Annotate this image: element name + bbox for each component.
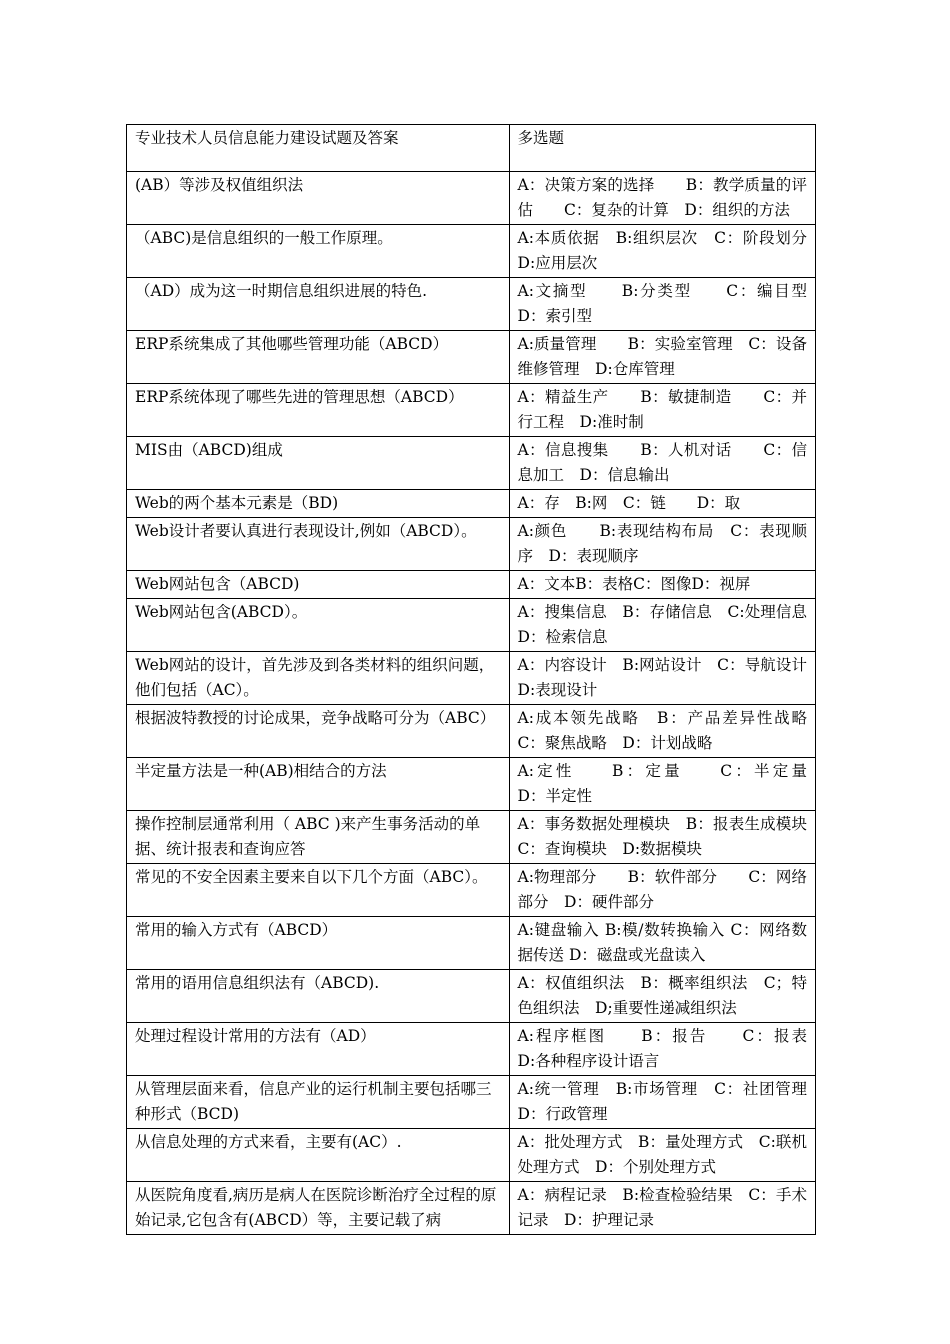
- question-cell: Web的两个基本元素是（BD): [127, 490, 510, 518]
- table-row: [127, 172, 816, 225]
- answer-options-cell: A：存 B:网 C：链 D：取: [509, 490, 815, 518]
- answer-options-cell: A:成本领先战略 B：产品差异性战略 C：聚焦战略 D：计划战略: [509, 705, 815, 758]
- question-cell: 从医院角度看,病历是病人在医院诊断治疗全过程的原始记录,它包含有(ABCD）等，主要记载了病: [127, 1182, 510, 1235]
- table-row: [127, 437, 816, 490]
- question-cell: Web网站包含(ABCD）。: [127, 599, 510, 652]
- question-cell: MIS由（ABCD)组成: [127, 437, 510, 490]
- table-row: [127, 571, 816, 599]
- answer-options-cell: A：决策方案的选择 B：教学质量的评估 C：复杂的计算 D：组织的方法: [509, 172, 815, 225]
- question-cell: 根据波特教授的讨论成果，竞争战略可分为（ABC）: [127, 705, 510, 758]
- question-cell: Web网站包含（ABCD): [127, 571, 510, 599]
- answer-options-cell: A:物理部分 B：软件部分 C：网络部分 D：硬件部分: [509, 864, 815, 917]
- answer-options-cell: A:统一管理 B:市场管理 C：社团管理 D：行政管理: [509, 1076, 815, 1129]
- question-cell: Web设计者要认真进行表现设计,例如（ABCD）。: [127, 518, 510, 571]
- answer-options-cell: A：文本B：表格C：图像D：视屏: [509, 571, 815, 599]
- question-cell: 常见的不安全因素主要来自以下几个方面（ABC）。: [127, 864, 510, 917]
- answer-options-cell: A：精益生产 B：敏捷制造 C：并行工程 D:准时制: [509, 384, 815, 437]
- answer-options-cell: A:程序框图 B：报告 C：报表 D:各种程序设计语言: [509, 1023, 815, 1076]
- table-row: [127, 599, 816, 652]
- question-cell: ERP系统集成了其他哪些管理功能（ABCD）: [127, 331, 510, 384]
- table-row: [127, 864, 816, 917]
- question-cell: 操作控制层通常利用（ ABC )来产生事务活动的单据、统计报表和查询应答: [127, 811, 510, 864]
- question-cell: 常用的输入方式有（ABCD）: [127, 917, 510, 970]
- answer-options-cell: A：事务数据处理模块 B：报表生成模块 C：查询模块 D:数据模块: [509, 811, 815, 864]
- section-heading: 多选题: [509, 125, 815, 172]
- answer-options-cell: A：权值组织法 B：概率组织法 C；特色组织法 D;重要性递减组织法: [509, 970, 815, 1023]
- question-cell: ERP系统体现了哪些先进的管理思想（ABCD）: [127, 384, 510, 437]
- answer-options-cell: A：搜集信息 B：存储信息 C:处理信息 D：检索信息: [509, 599, 815, 652]
- question-cell: 从信息处理的方式来看，主要有(AC）.: [127, 1129, 510, 1182]
- table-header-row: [127, 125, 816, 172]
- table-row: [127, 331, 816, 384]
- question-cell: 半定量方法是一种(AB)相结合的方法: [127, 758, 510, 811]
- answer-options-cell: A:键盘输入 B:模/数转换输入 C：网络数据传送 D：磁盘或光盘读入: [509, 917, 815, 970]
- table-row: [127, 652, 816, 705]
- table-row: [127, 518, 816, 571]
- answer-options-cell: A:质量管理 B：实验室管理 C：设备维修管理 D:仓库管理: [509, 331, 815, 384]
- answer-options-cell: A:定性 B：定量 C：半定量 D：半定性: [509, 758, 815, 811]
- question-cell: 从管理层面来看，信息产业的运行机制主要包括哪三种形式（BCD): [127, 1076, 510, 1129]
- table-row: [127, 705, 816, 758]
- qa-table: [126, 124, 839, 1235]
- question-cell: 常用的语用信息组织法有（ABCD).: [127, 970, 510, 1023]
- table-row: [127, 1076, 816, 1129]
- table-row: [127, 384, 816, 437]
- table-row: [127, 917, 816, 970]
- table-row: [127, 970, 816, 1023]
- question-cell: Web网站的设计，首先涉及到各类材料的组织问题，他们包括（AC）。: [127, 652, 510, 705]
- table-row: [127, 278, 816, 331]
- question-cell: （ABC)是信息组织的一般工作原理。: [127, 225, 510, 278]
- table-row: [127, 1023, 816, 1076]
- answer-options-cell: A:文摘型 B:分类型 C：编目型 D：索引型: [509, 278, 815, 331]
- question-cell: （AD）成为这一时期信息组织进展的特色.: [127, 278, 510, 331]
- answer-options-cell: A:颜色 B:表现结构布局 C：表现顺序 D：表现顺序: [509, 518, 815, 571]
- answer-options-cell: A：病程记录 B:检查检验结果 C：手术记录 D：护理记录: [509, 1182, 815, 1235]
- table-row: [127, 225, 816, 278]
- question-cell: (AB）等涉及权值组织法: [127, 172, 510, 225]
- question-cell: 处理过程设计常用的方法有（AD）: [127, 1023, 510, 1076]
- table-row: [127, 1129, 816, 1182]
- table-row: [127, 490, 816, 518]
- document-title: 专业技术人员信息能力建设试题及答案: [127, 125, 510, 172]
- answer-options-cell: A：内容设计 B:网站设计 C：导航设计 D:表现设计: [509, 652, 815, 705]
- table-row: [127, 1182, 816, 1235]
- table-row: [127, 811, 816, 864]
- answer-options-cell: A:本质依据 B:组织层次 C：阶段划分 D:应用层次: [509, 225, 815, 278]
- table-row: [127, 758, 816, 811]
- answer-options-cell: A：批处理方式 B：量处理方式 C:联机处理方式 D：个别处理方式: [509, 1129, 815, 1182]
- answer-options-cell: A：信息搜集 B：人机对话 C：信息加工 D：信息输出: [509, 437, 815, 490]
